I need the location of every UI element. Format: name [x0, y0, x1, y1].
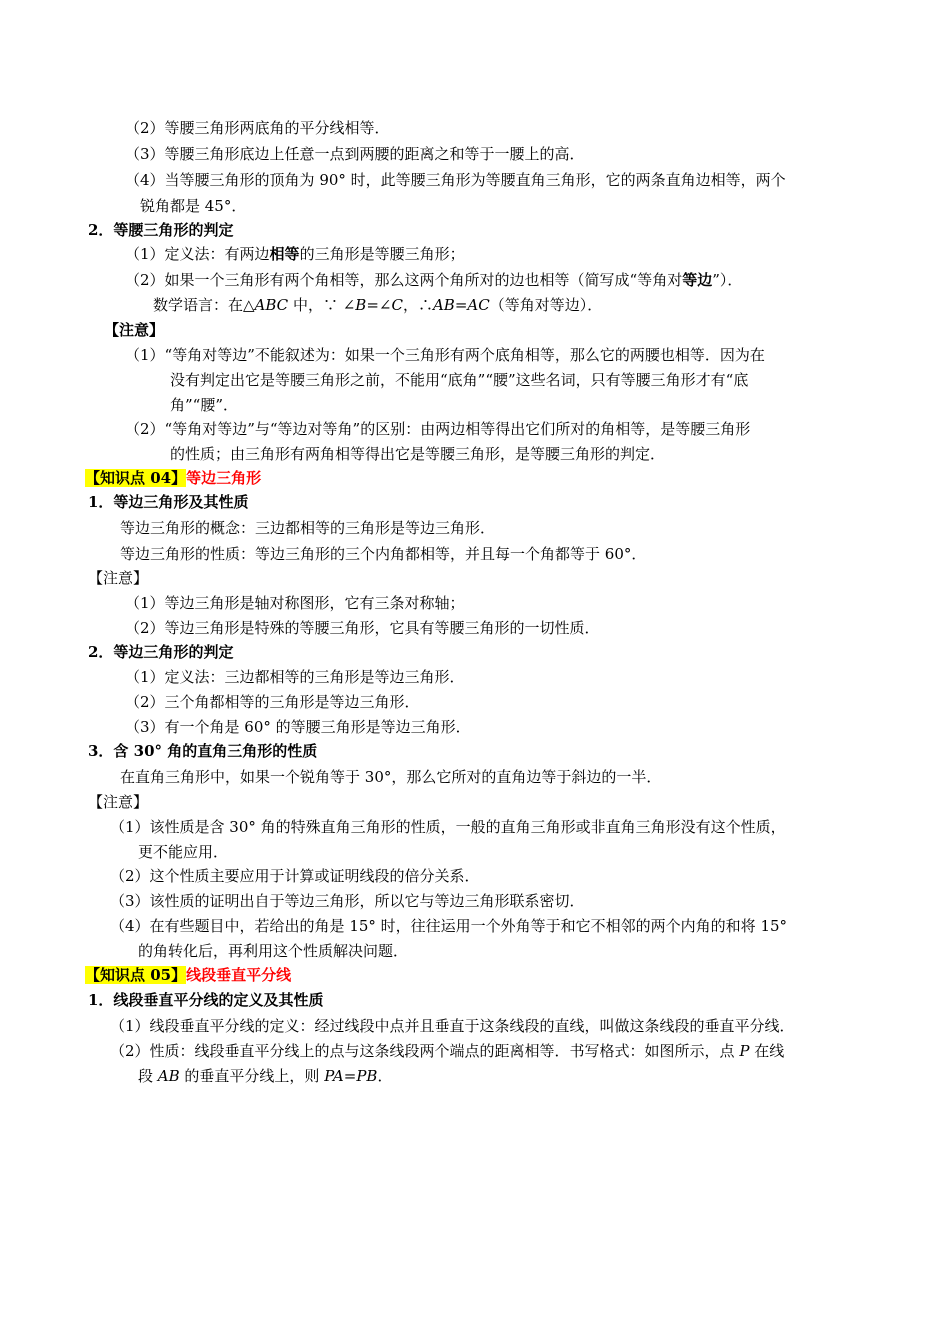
math-text: ，∴ [402, 296, 433, 314]
equilateral-note-2: （2）等边三角形是特殊的等腰三角形，它具有等腰三角形的一切性质． [125, 619, 600, 637]
thirty-note-2: （2）这个性质主要应用于计算或证明线段的倍分关系． [110, 867, 480, 885]
equilateral-judge-1: （1）定义法：三边都相等的三角形是等边三角形． [125, 668, 465, 686]
section-heading-isosceles-judgement: 2．等腰三角形的判定 [88, 221, 234, 239]
judgement-rule-bold: 等边 [682, 271, 713, 289]
note-title: 【注意】 [104, 321, 165, 339]
perpendicular-bisector-property [110, 1041, 784, 1061]
note-1-line-3: 角”“腰”． [170, 396, 239, 414]
judgement-rule-text-end: ”）． [712, 271, 743, 289]
equilateral-property: 等边三角形的性质：等边三角形的三个内角都相等，并且每一个角都等于 60°． [120, 545, 647, 563]
judgement-definition-text-end: 的三角形是等腰三角形； [299, 245, 465, 263]
judgement-rule [125, 270, 742, 290]
knowledge-point-05-header [85, 965, 291, 985]
math-var: PA [324, 1067, 344, 1085]
isosceles-property-4-cont: 锐角都是 45°． [140, 197, 247, 215]
thirty-degree-heading: 3．含 30° 角的直角三角形的性质 [88, 742, 318, 760]
math-text: = [454, 296, 468, 314]
equilateral-heading-2: 2．等边三角形的判定 [88, 643, 234, 661]
judgement-rule-text: （2）如果一个三角形有两个角相等，那么这两个角所对的边也相等（简写成“等角对 [125, 271, 683, 289]
thirty-note-1-line-1: （1）该性质是含 30° 角的特殊直角三角形的性质，一般的直角三角形或非直角三角形没有这个性质， [110, 818, 786, 836]
property-text: 的垂直平分线上，则 [179, 1067, 325, 1085]
property-text: = [343, 1067, 357, 1085]
equilateral-judge-2: （2）三个角都相等的三角形是等边三角形． [125, 693, 420, 711]
thirty-degree-property: 在直角三角形中，如果一个锐角等于 30°，那么它所对的直角边等于斜边的一半． [120, 768, 662, 786]
math-var: ABC [254, 296, 289, 314]
math-text: 数学语言：在△ [153, 296, 255, 314]
knowledge-point-title: 等边三角形 [186, 469, 262, 487]
equilateral-concept: 等边三角形的概念：三边都相等的三角形是等边三角形． [120, 519, 496, 537]
property-text: 在线 [749, 1042, 785, 1060]
knowledge-point-title: 线段垂直平分线 [186, 966, 292, 984]
knowledge-point-tag: 【知识点 04】 [85, 469, 187, 487]
perpendicular-bisector-property-cont [138, 1066, 392, 1086]
isosceles-property-4: （4）当等腰三角形的顶角为 90° 时，此等腰三角形为等腰直角三角形，它的两条直角边相等，两个 [125, 171, 786, 189]
note-1-line-2: 没有判定出它是等腰三角形之前，不能用“底角”“腰”这些名词，只有等腰三角形才有“底 [170, 371, 749, 389]
math-text: =∠ [366, 296, 392, 314]
property-text: 段 [138, 1067, 158, 1085]
note-title: 【注意】 [88, 569, 149, 587]
knowledge-point-tag: 【知识点 05】 [85, 966, 187, 984]
equilateral-judge-3: （3）有一个角是 60° 的等腰三角形是等边三角形． [125, 718, 471, 736]
thirty-note-4-line-1: （4）在有些题目中，若给出的角是 15° 时，往往运用一个外角等于和它不相邻的两个内角的和将 15° [110, 917, 788, 935]
property-text: ． [377, 1067, 393, 1085]
math-var: PB [356, 1067, 378, 1085]
perpendicular-bisector-heading: 1．线段垂直平分线的定义及其性质 [88, 991, 324, 1009]
math-var: P [739, 1042, 750, 1060]
note-2-line-2: 的性质；由三角形有两角相等得出它是等腰三角形，是等腰三角形的判定． [170, 445, 666, 463]
math-var: AB [157, 1067, 180, 1085]
math-var: C [391, 296, 403, 314]
math-var: AC [467, 296, 490, 314]
math-language-line [153, 295, 602, 315]
thirty-note-1-line-2: 更不能应用． [138, 843, 229, 861]
isosceles-property-3: （3）等腰三角形底边上任意一点到两腰的距离之和等于一腰上的高． [125, 145, 585, 163]
math-var: AB [432, 296, 455, 314]
note-1-line-1: （1）“等角对等边”不能叙述为：如果一个三角形有两个底角相等，那么它的两腰也相等．因为在 [125, 346, 765, 364]
note-2-line-1: （2）“等角对等边”与“等边对等角”的区别：由两边相等得出它们所对的角相等，是等腰三角形 [125, 420, 751, 438]
thirty-note-3: （3）该性质的证明出自于等边三角形，所以它与等边三角形联系密切． [110, 892, 585, 910]
equilateral-note-1: （1）等边三角形是轴对称图形，它有三条对称轴； [125, 594, 465, 612]
judgement-definition-bold: 相等 [269, 245, 300, 263]
property-text: （2）性质：线段垂直平分线上的点与这条线段两个端点的距离相等．书写格式：如图所示，点 [110, 1042, 740, 1060]
math-text: 中，∵ ∠ [288, 296, 356, 314]
thirty-note-4-line-2: 的角转化后，再利用这个性质解决问题． [138, 942, 409, 960]
judgement-definition [125, 244, 465, 264]
math-var: B [355, 296, 367, 314]
math-text: （等角对等边）． [489, 296, 603, 314]
isosceles-property-2: （2）等腰三角形两底角的平分线相等． [125, 119, 390, 137]
note-title: 【注意】 [88, 793, 149, 811]
knowledge-point-04-header [85, 468, 261, 488]
perpendicular-bisector-definition: （1）线段垂直平分线的定义：经过线段中点并且垂直于这条线段的直线，叫做这条线段的垂直平分线． [110, 1017, 795, 1035]
equilateral-heading-1: 1．等边三角形及其性质 [88, 493, 249, 511]
judgement-definition-text: （1）定义法：有两边 [125, 245, 270, 263]
